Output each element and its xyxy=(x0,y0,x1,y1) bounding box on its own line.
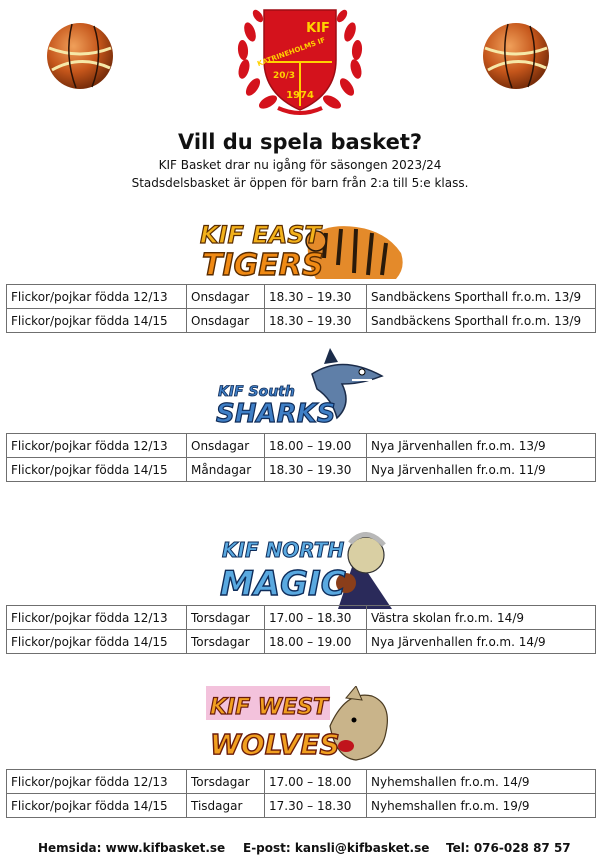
north-magic-logo xyxy=(216,525,396,609)
day-cell: Onsdagar xyxy=(187,434,265,458)
basketball-icon-left xyxy=(44,20,116,92)
svg-text:SHARKS: SHARKS xyxy=(216,399,336,428)
day-cell: Onsdagar xyxy=(187,309,265,333)
basketball-icon-right xyxy=(480,20,552,92)
group-cell: Flickor/pojkar födda 12/13 xyxy=(7,770,187,794)
place-cell: Sandbäckens Sporthall fr.o.m. 13/9 xyxy=(367,285,596,309)
club-logo xyxy=(228,2,372,120)
table-row xyxy=(7,434,596,458)
group-cell: Flickor/pojkar födda 14/15 xyxy=(7,309,187,333)
schedule-table-north xyxy=(6,605,596,654)
svg-text:KIF EAST: KIF EAST xyxy=(200,221,321,249)
place-cell: Nya Järvenhallen fr.o.m. 11/9 xyxy=(367,458,596,482)
day-cell: Måndagar xyxy=(187,458,265,482)
group-cell: Flickor/pojkar födda 14/15 xyxy=(7,794,187,818)
group-cell: Flickor/pojkar födda 12/13 xyxy=(7,285,187,309)
svg-text:MAGIC: MAGIC xyxy=(220,564,346,604)
svg-text:KIF NORTH: KIF NORTH xyxy=(222,538,345,562)
time-cell: 17.30 – 18.30 xyxy=(265,794,367,818)
intro-line-2: Stadsdelsbasket är öppen för barn från 2:a till 5:e klass. xyxy=(131,176,469,190)
place-cell: Nyhemshallen fr.o.m. 19/9 xyxy=(367,794,596,818)
time-cell: 18.30 – 19.30 xyxy=(265,458,367,482)
place-cell: Sandbäckens Sporthall fr.o.m. 13/9 xyxy=(367,309,596,333)
time-cell: 18.00 – 19.00 xyxy=(265,630,367,654)
day-cell: Tisdagar xyxy=(187,794,265,818)
table-row xyxy=(7,630,596,654)
place-cell: Västra skolan fr.o.m. 14/9 xyxy=(367,606,596,630)
table-row xyxy=(7,770,596,794)
svg-text:20/3: 20/3 xyxy=(272,71,296,81)
svg-text:TIGERS: TIGERS xyxy=(202,248,324,283)
group-cell: Flickor/pojkar födda 12/13 xyxy=(7,434,187,458)
time-cell: 17.00 – 18.00 xyxy=(265,770,367,794)
day-cell: Torsdagar xyxy=(187,770,265,794)
table-row xyxy=(7,458,596,482)
schedule-table-east xyxy=(6,284,596,333)
table-row xyxy=(7,606,596,630)
day-cell: Torsdagar xyxy=(187,630,265,654)
group-cell: Flickor/pojkar födda 14/15 xyxy=(7,458,187,482)
south-sharks-logo xyxy=(212,344,392,428)
svg-text:WOLVES: WOLVES xyxy=(210,728,340,761)
schedule-table-west xyxy=(6,769,596,818)
time-cell: 18.30 – 19.30 xyxy=(265,309,367,333)
day-cell: Onsdagar xyxy=(187,285,265,309)
svg-text:KIF South: KIF South xyxy=(218,384,295,400)
group-cell: Flickor/pojkar födda 14/15 xyxy=(7,630,187,654)
time-cell: 18.00 – 19.00 xyxy=(265,434,367,458)
group-cell: Flickor/pojkar födda 12/13 xyxy=(7,606,187,630)
footer-website[interactable]: Hemsida: www.kifbasket.se xyxy=(38,841,226,855)
page-title: Vill du spela basket? xyxy=(177,130,423,154)
place-cell: Nyhemshallen fr.o.m. 14/9 xyxy=(367,770,596,794)
east-tigers-logo xyxy=(196,213,411,283)
table-row xyxy=(7,285,596,309)
time-cell: 18.30 – 19.30 xyxy=(265,285,367,309)
intro-line-1: KIF Basket drar nu igång för säsongen 2023/24 xyxy=(158,158,442,172)
west-wolves-logo xyxy=(206,686,400,766)
svg-text:KATRINEHOLMS IF: KATRINEHOLMS IF xyxy=(256,36,327,69)
svg-text:1974: 1974 xyxy=(286,90,314,101)
place-cell: Nya Järvenhallen fr.o.m. 14/9 xyxy=(367,630,596,654)
day-cell: Torsdagar xyxy=(187,606,265,630)
svg-text:KIF: KIF xyxy=(306,21,330,36)
time-cell: 17.00 – 18.30 xyxy=(265,606,367,630)
schedule-table-south xyxy=(6,433,596,482)
table-row xyxy=(7,309,596,333)
place-cell: Nya Järvenhallen fr.o.m. 13/9 xyxy=(367,434,596,458)
footer-phone: Tel: 076-028 87 57 xyxy=(446,841,571,855)
table-row xyxy=(7,794,596,818)
footer-email[interactable]: E-post: kansli@kifbasket.se xyxy=(243,841,430,855)
svg-text:KIF WEST: KIF WEST xyxy=(210,695,329,720)
